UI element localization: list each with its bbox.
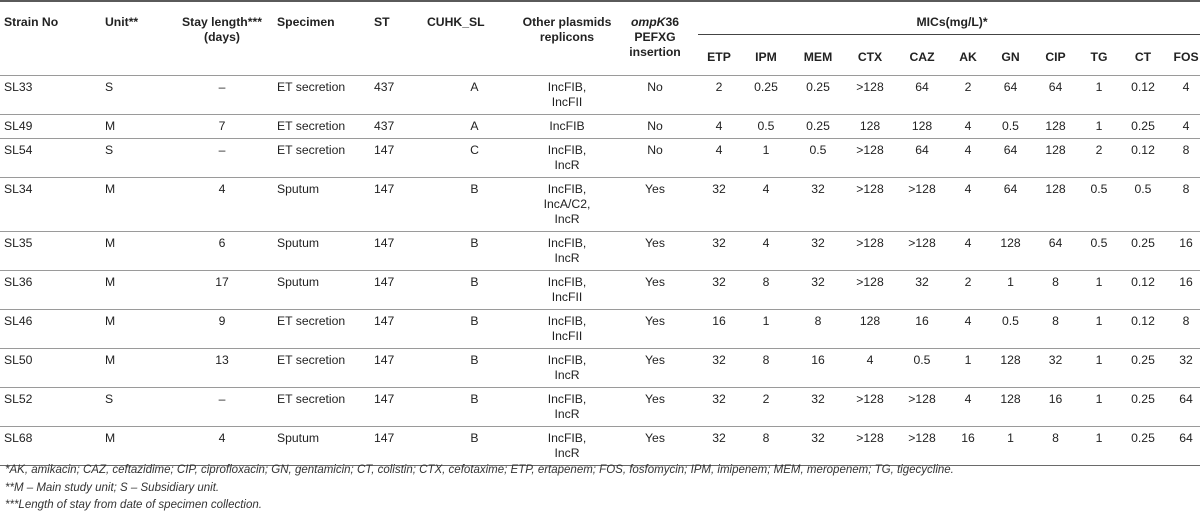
cell-specimen: ET secretion [277, 115, 374, 139]
cell-ompk: Yes [612, 232, 698, 271]
header-st: ST [374, 15, 390, 29]
cell-mic-caz: 64 [896, 76, 948, 115]
cell-mic-etp: 32 [698, 427, 740, 466]
cell-mic-fos: 8 [1166, 310, 1200, 349]
cell-ompk: No [612, 115, 698, 139]
cell-cuhk: A [427, 76, 522, 115]
table-row [0, 271, 1200, 310]
cell-mic-cip: 64 [1033, 76, 1078, 115]
plasmid-line: IncR [554, 158, 580, 172]
cell-st: 437 [374, 115, 427, 139]
cell-mic-ct: 0.25 [1120, 388, 1166, 427]
cell-mic-ctx: >128 [844, 271, 896, 310]
plasmid-line: IncFIB, [547, 80, 587, 94]
cell-mic-ipm: 0.25 [740, 76, 792, 115]
cell-strain: SL35 [0, 232, 105, 271]
cell-unit: M [105, 271, 167, 310]
cell-mic-fos: 4 [1166, 115, 1200, 139]
cell-mic-tg: 1 [1078, 349, 1120, 388]
cell-mic-cip: 16 [1033, 388, 1078, 427]
plasmid-line: IncFIB, [547, 431, 587, 445]
cell-ompk: Yes [612, 310, 698, 349]
cell-mic-ak: 4 [948, 115, 988, 139]
cell-mic-tg: 1 [1078, 310, 1120, 349]
cell-mic-ak: 4 [948, 232, 988, 271]
cell-strain: SL52 [0, 388, 105, 427]
cell-unit: M [105, 178, 167, 232]
cell-mic-gn: 64 [988, 178, 1033, 232]
cell-mic-tg: 0.5 [1078, 232, 1120, 271]
cell-mic-etp: 4 [698, 139, 740, 178]
plasmid-line: IncFIB, [547, 275, 587, 289]
cell-cuhk: B [427, 427, 522, 466]
cell-plasmids [522, 427, 612, 466]
table-row [0, 427, 1200, 466]
cell-mic-caz: 16 [896, 310, 948, 349]
plasmid-line: IncR [554, 251, 580, 265]
plasmid-line: IncFIB [549, 119, 585, 133]
cell-mic-gn: 0.5 [988, 115, 1033, 139]
cell-mic-gn: 1 [988, 271, 1033, 310]
header-mic-ipm: IPM [755, 50, 777, 64]
table-row [0, 349, 1200, 388]
cell-st: 147 [374, 139, 427, 178]
cell-cuhk: A [427, 115, 522, 139]
cell-mic-gn: 64 [988, 76, 1033, 115]
header-mic-ct: CT [1134, 50, 1152, 64]
header-ompk-rest: 36 PEFXG insertion [629, 15, 681, 59]
cell-mic-ctx: 4 [844, 349, 896, 388]
cell-mic-gn: 0.5 [988, 310, 1033, 349]
cell-cuhk: B [427, 232, 522, 271]
table-header [0, 1, 1200, 76]
cell-mic-mem: 8 [792, 310, 844, 349]
header-mic-ak: AK [959, 50, 977, 64]
cell-specimen: ET secretion [277, 349, 374, 388]
cell-mic-etp: 2 [698, 76, 740, 115]
header-mic-fos: FOS [1173, 50, 1199, 64]
cell-mic-ctx: >128 [844, 139, 896, 178]
cell-plasmids [522, 271, 612, 310]
header-mic-mem: MEM [803, 50, 833, 64]
cell-plasmids [522, 115, 612, 139]
cell-specimen: Sputum [277, 232, 374, 271]
cell-mic-ct: 0.12 [1120, 310, 1166, 349]
cell-mic-gn: 128 [988, 388, 1033, 427]
cell-mic-mem: 32 [792, 427, 844, 466]
plasmid-line: IncFIB, [547, 236, 587, 250]
plasmid-line: IncA/C2, [543, 197, 591, 211]
cell-mic-ak: 4 [948, 388, 988, 427]
header-cuhk: CUHK_SL [427, 15, 485, 29]
cell-plasmids [522, 139, 612, 178]
cell-unit: S [105, 388, 167, 427]
cell-mic-tg: 0.5 [1078, 178, 1120, 232]
cell-mic-etp: 16 [698, 310, 740, 349]
cell-specimen: ET secretion [277, 388, 374, 427]
cell-mic-etp: 32 [698, 388, 740, 427]
cell-mic-fos: 32 [1166, 349, 1200, 388]
cell-mic-ak: 2 [948, 76, 988, 115]
cell-mic-cip: 32 [1033, 349, 1078, 388]
cell-stay: 4 [167, 427, 277, 466]
plasmid-line: IncFII [551, 290, 583, 304]
cell-strain: SL46 [0, 310, 105, 349]
cell-mic-ct: 0.25 [1120, 232, 1166, 271]
plasmid-line: IncR [554, 446, 580, 460]
cell-mic-ipm: 0.5 [740, 115, 792, 139]
plasmid-line: IncR [554, 368, 580, 382]
cell-mic-ctx: >128 [844, 388, 896, 427]
cell-mic-ak: 4 [948, 139, 988, 178]
cell-mic-mem: 0.5 [792, 139, 844, 178]
table-row [0, 139, 1200, 178]
plasmid-line: IncFII [551, 95, 583, 109]
cell-mic-ipm: 8 [740, 349, 792, 388]
cell-specimen: Sputum [277, 271, 374, 310]
header-mic-ctx: CTX [857, 50, 883, 64]
footnote-stay: ***Length of stay from date of specimen collection. [5, 499, 262, 511]
cell-plasmids [522, 76, 612, 115]
cell-strain: SL34 [0, 178, 105, 232]
cell-plasmids [522, 388, 612, 427]
cell-cuhk: B [427, 388, 522, 427]
cell-mic-fos: 64 [1166, 388, 1200, 427]
cell-plasmids [522, 232, 612, 271]
plasmid-line: IncFIB, [547, 314, 587, 328]
cell-st: 147 [374, 388, 427, 427]
cell-st: 147 [374, 178, 427, 232]
plasmid-line: IncFIB, [547, 392, 587, 406]
header-mic-gn: GN [1001, 50, 1020, 64]
cell-strain: SL33 [0, 76, 105, 115]
cell-specimen: ET secretion [277, 310, 374, 349]
cell-cuhk: B [427, 349, 522, 388]
cell-ompk: No [612, 139, 698, 178]
cell-st: 147 [374, 310, 427, 349]
cell-unit: S [105, 76, 167, 115]
cell-mic-ct: 0.25 [1120, 349, 1166, 388]
cell-ompk: Yes [612, 349, 698, 388]
cell-cuhk: B [427, 271, 522, 310]
cell-unit: M [105, 349, 167, 388]
table-row [0, 388, 1200, 427]
cell-ompk: No [612, 76, 698, 115]
plasmid-line: IncR [554, 212, 580, 226]
cell-specimen: Sputum [277, 427, 374, 466]
header-mic-etp: ETP [707, 50, 731, 64]
cell-mic-fos: 16 [1166, 271, 1200, 310]
cell-mic-gn: 64 [988, 139, 1033, 178]
cell-mic-ipm: 1 [740, 310, 792, 349]
cell-strain: SL50 [0, 349, 105, 388]
header-specimen: Specimen [277, 15, 335, 29]
cell-mic-mem: 16 [792, 349, 844, 388]
cell-mic-ipm: 8 [740, 427, 792, 466]
cell-mic-ctx: >128 [844, 178, 896, 232]
cell-cuhk: B [427, 310, 522, 349]
cell-mic-ipm: 2 [740, 388, 792, 427]
cell-mic-mem: 32 [792, 178, 844, 232]
cell-mic-tg: 1 [1078, 388, 1120, 427]
cell-mic-mem: 32 [792, 271, 844, 310]
header-plasmids: Other plasmids replicons [522, 15, 612, 44]
cell-ompk: Yes [612, 178, 698, 232]
cell-plasmids [522, 178, 612, 232]
cell-mic-etp: 32 [698, 178, 740, 232]
table-row [0, 178, 1200, 232]
cell-ompk: Yes [612, 388, 698, 427]
table-row [0, 310, 1200, 349]
cell-mic-tg: 1 [1078, 271, 1120, 310]
cell-mic-ak: 1 [948, 349, 988, 388]
table-body [0, 76, 1200, 466]
cell-mic-mem: 0.25 [792, 76, 844, 115]
cell-mic-ak: 4 [948, 310, 988, 349]
cell-mic-fos: 16 [1166, 232, 1200, 271]
cell-mic-ctx: 128 [844, 115, 896, 139]
plasmid-line: IncR [554, 407, 580, 421]
cell-stay: 4 [167, 178, 277, 232]
cell-unit: S [105, 139, 167, 178]
cell-mic-caz: 0.5 [896, 349, 948, 388]
cell-stay: 17 [167, 271, 277, 310]
cell-stay: 9 [167, 310, 277, 349]
cell-mic-caz: >128 [896, 427, 948, 466]
cell-strain: SL36 [0, 271, 105, 310]
cell-mic-caz: >128 [896, 388, 948, 427]
footnote-units: **M – Main study unit; S – Subsidiary unit. [5, 481, 220, 494]
cell-mic-ctx: >128 [844, 232, 896, 271]
cell-plasmids [522, 310, 612, 349]
cell-mic-ak: 16 [948, 427, 988, 466]
header-unit: Unit** [105, 15, 139, 29]
cell-unit: M [105, 115, 167, 139]
cell-st: 147 [374, 271, 427, 310]
cell-mic-etp: 4 [698, 115, 740, 139]
cell-mic-gn: 128 [988, 232, 1033, 271]
cell-mic-ipm: 8 [740, 271, 792, 310]
plasmid-line: IncFIB, [547, 353, 587, 367]
cell-st: 437 [374, 76, 427, 115]
cell-mic-tg: 1 [1078, 427, 1120, 466]
table-row [0, 76, 1200, 115]
cell-st: 147 [374, 232, 427, 271]
cell-specimen: ET secretion [277, 76, 374, 115]
plasmid-line: IncFIB, [547, 143, 587, 157]
header-mics: MICs(mg/L)* [698, 1, 1200, 35]
cell-ompk: Yes [612, 427, 698, 466]
cell-stay: – [167, 139, 277, 178]
table-row [0, 115, 1200, 139]
plasmid-line: IncFIB, [547, 182, 587, 196]
table-row [0, 232, 1200, 271]
cell-mic-fos: 8 [1166, 139, 1200, 178]
cell-stay: 13 [167, 349, 277, 388]
cell-mic-cip: 8 [1033, 310, 1078, 349]
cell-st: 147 [374, 427, 427, 466]
cell-mic-ak: 4 [948, 178, 988, 232]
cell-specimen: ET secretion [277, 139, 374, 178]
cell-mic-ct: 0.12 [1120, 271, 1166, 310]
cell-unit: M [105, 310, 167, 349]
cell-mic-fos: 64 [1166, 427, 1200, 466]
cell-mic-cip: 8 [1033, 271, 1078, 310]
cell-mic-ipm: 4 [740, 178, 792, 232]
cell-mic-fos: 4 [1166, 76, 1200, 115]
footnotes [5, 462, 954, 515]
cell-mic-fos: 8 [1166, 178, 1200, 232]
cell-ompk: Yes [612, 271, 698, 310]
cell-mic-caz: 128 [896, 115, 948, 139]
cell-mic-mem: 32 [792, 388, 844, 427]
cell-specimen: Sputum [277, 178, 374, 232]
footnote-abbreviations: *AK, amikacin; CAZ, ceftazidime; CIP, ciprofloxacin; GN, gentamicin; CT, colistin; CTX, cefotaxime; ETP, ertapenem; FOS, fosfomycin; IPM, imipenem; MEM, meropenem; TG, tigecycline. [5, 464, 954, 476]
cell-unit: M [105, 427, 167, 466]
cell-mic-ctx: >128 [844, 76, 896, 115]
cell-mic-ct: 0.12 [1120, 76, 1166, 115]
cell-mic-mem: 0.25 [792, 115, 844, 139]
cell-mic-tg: 1 [1078, 76, 1120, 115]
cell-plasmids [522, 349, 612, 388]
cell-mic-cip: 128 [1033, 178, 1078, 232]
cell-cuhk: B [427, 178, 522, 232]
cell-strain: SL49 [0, 115, 105, 139]
cell-mic-mem: 32 [792, 232, 844, 271]
header-strain: Strain No [4, 15, 59, 29]
cell-strain: SL68 [0, 427, 105, 466]
header-mic-tg: TG [1090, 50, 1108, 64]
header-ompk-gene: ompK [630, 15, 666, 29]
cell-st: 147 [374, 349, 427, 388]
cell-mic-ipm: 1 [740, 139, 792, 178]
cell-mic-cip: 128 [1033, 115, 1078, 139]
cell-mic-caz: >128 [896, 232, 948, 271]
cell-mic-ak: 2 [948, 271, 988, 310]
header-stay: Stay length*** (days) [182, 15, 262, 44]
header-mic-caz: CAZ [909, 50, 935, 64]
cell-stay: 6 [167, 232, 277, 271]
cell-mic-ipm: 4 [740, 232, 792, 271]
plasmid-line: IncFII [551, 329, 583, 343]
cell-mic-ctx: 128 [844, 310, 896, 349]
cell-mic-gn: 128 [988, 349, 1033, 388]
cell-mic-etp: 32 [698, 349, 740, 388]
cell-mic-ct: 0.5 [1120, 178, 1166, 232]
cell-mic-caz: 32 [896, 271, 948, 310]
cell-mic-cip: 64 [1033, 232, 1078, 271]
cell-stay: – [167, 388, 277, 427]
cell-mic-gn: 1 [988, 427, 1033, 466]
cell-unit: M [105, 232, 167, 271]
cell-mic-tg: 1 [1078, 115, 1120, 139]
cell-mic-tg: 2 [1078, 139, 1120, 178]
cell-mic-ct: 0.25 [1120, 427, 1166, 466]
cell-stay: – [167, 76, 277, 115]
header-ompk [612, 1, 698, 76]
cell-mic-caz: 64 [896, 139, 948, 178]
cell-strain: SL54 [0, 139, 105, 178]
cell-mic-cip: 8 [1033, 427, 1078, 466]
cell-mic-ctx: >128 [844, 427, 896, 466]
cell-mic-etp: 32 [698, 271, 740, 310]
cell-cuhk: C [427, 139, 522, 178]
cell-mic-cip: 128 [1033, 139, 1078, 178]
cell-mic-ct: 0.12 [1120, 139, 1166, 178]
cell-mic-ct: 0.25 [1120, 115, 1166, 139]
cell-mic-etp: 32 [698, 232, 740, 271]
cell-stay: 7 [167, 115, 277, 139]
header-mic-cip: CIP [1045, 50, 1066, 64]
cell-mic-caz: >128 [896, 178, 948, 232]
